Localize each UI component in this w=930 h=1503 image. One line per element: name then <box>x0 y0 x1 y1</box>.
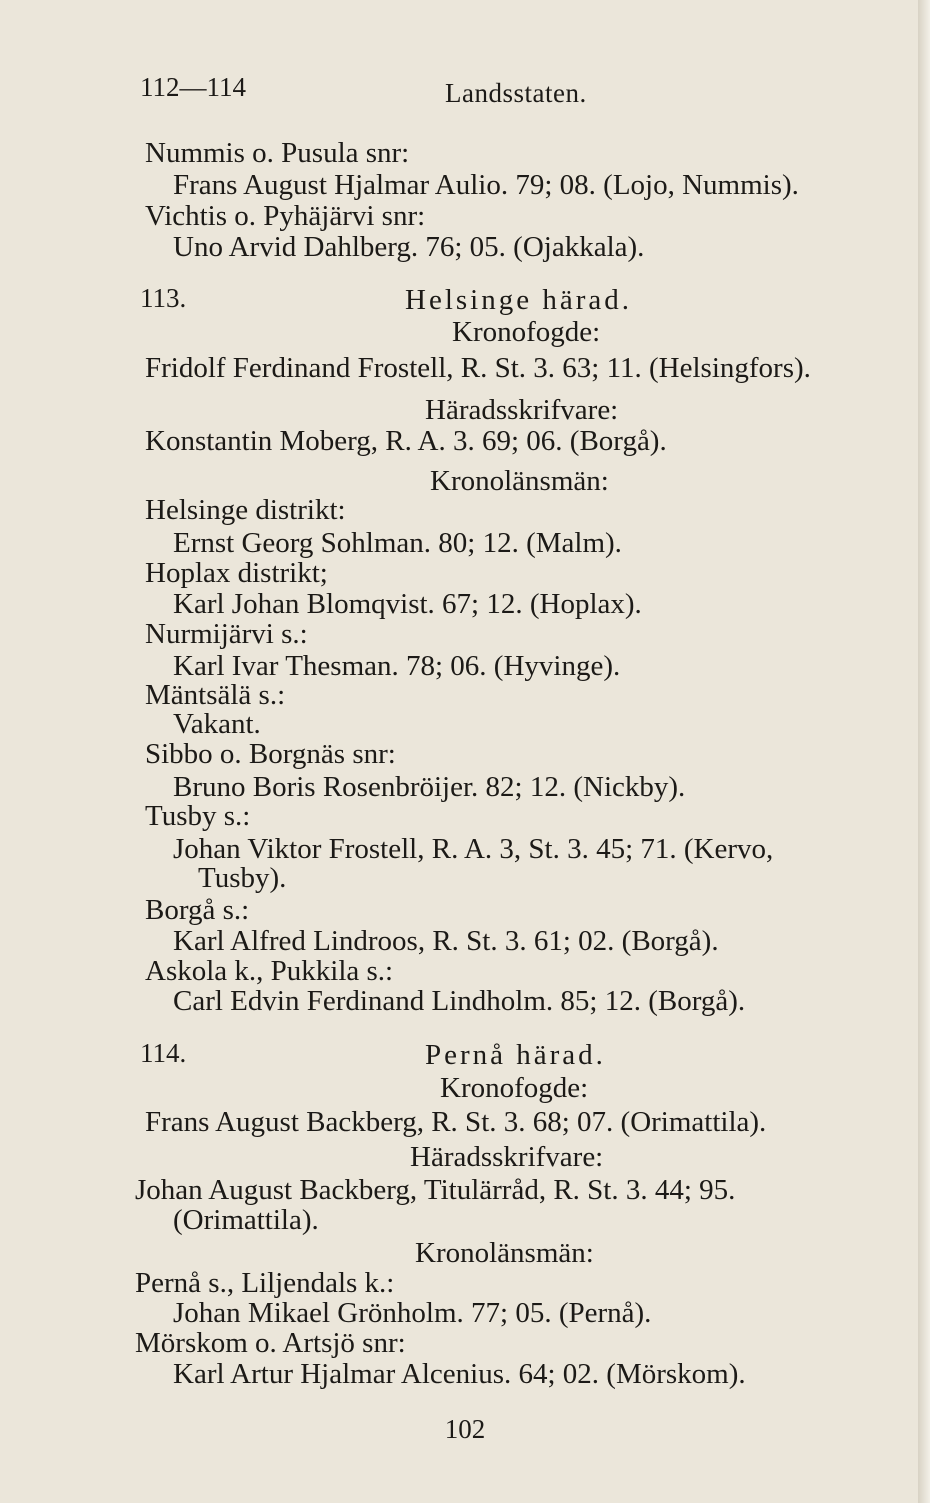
official-entry: Frans August Hjalmar Aulio. 79; 08. (Lojo, Nummis). <box>173 169 799 201</box>
page-number: 102 <box>444 1414 486 1444</box>
district-heading: Askola k., Pukkila s.: <box>145 955 394 987</box>
office-heading: Kronofogde: <box>452 316 601 348</box>
district-heading: Nurmijärvi s.: <box>145 618 308 650</box>
official-entry: Fridolf Ferdinand Frostell, R. St. 3. 63; 11. (Helsingfors). <box>145 352 811 384</box>
district-heading: Borgå s.: <box>145 894 250 926</box>
page-title: Landsstaten. <box>445 78 587 108</box>
official-entry: Johan August Backberg, Titulärråd, R. St. 3. 44; 95. <box>135 1174 736 1206</box>
official-entry: Karl Artur Hjalmar Alcenius. 64; 02. (Mörskom). <box>173 1358 746 1390</box>
district-heading: Nummis o. Pusula snr: <box>145 137 410 169</box>
official-entry: Johan Viktor Frostell, R. A. 3, St. 3. 45; 71. (Kervo, <box>173 833 774 865</box>
office-heading: Kronofogde: <box>440 1072 589 1104</box>
official-entry: Frans August Backberg, R. St. 3. 68; 07. (Orimattila). <box>145 1106 767 1138</box>
official-entry: Karl Alfred Lindroos, R. St. 3. 61; 02. (Borgå). <box>173 925 719 957</box>
official-entry: Johan Mikael Grönholm. 77; 05. (Pernå). <box>173 1297 652 1329</box>
official-entry: Karl Ivar Thesman. 78; 06. (Hyvinge). <box>173 650 621 682</box>
official-entry-continued: (Orimattila). <box>173 1204 319 1236</box>
official-entry: Bruno Boris Rosenbröijer. 82; 12. (Nickby). <box>173 771 686 803</box>
official-entry-continued: Tusby). <box>198 862 287 894</box>
official-entry: Uno Arvid Dahlberg. 76; 05. (Ojakkala). <box>173 231 645 263</box>
official-entry: Ernst Georg Sohlman. 80; 12. (Malm). <box>173 527 622 559</box>
district-heading: Mörskom o. Artsjö snr: <box>135 1327 406 1359</box>
district-heading: Helsinge distrikt: <box>145 494 346 526</box>
official-entry: Konstantin Moberg, R. A. 3. 69; 06. (Borgå). <box>145 425 667 457</box>
page-range: 112—114 <box>140 72 246 102</box>
district-heading: Vichtis o. Pyhäjärvi snr: <box>145 200 426 232</box>
district-heading: Sibbo o. Borgnäs snr: <box>145 738 396 770</box>
section-title: Helsinge härad. <box>405 284 632 316</box>
office-heading: Kronolänsmän: <box>430 465 609 497</box>
section-number: 114. <box>140 1038 187 1068</box>
page-edge <box>918 0 930 1503</box>
district-heading: Hoplax distrikt; <box>145 557 328 589</box>
section-title: Pernå härad. <box>425 1039 606 1071</box>
district-heading: Tusby s.: <box>145 800 251 832</box>
office-heading: Häradsskrifvare: <box>410 1141 604 1173</box>
official-entry: Karl Johan Blomqvist. 67; 12. (Hoplax). <box>173 588 642 620</box>
district-heading: Pernå s., Liljendals k.: <box>135 1267 395 1299</box>
official-entry: Carl Edvin Ferdinand Lindholm. 85; 12. (Borgå). <box>173 985 746 1017</box>
district-heading: Mäntsälä s.: <box>145 679 286 711</box>
office-heading: Kronolänsmän: <box>415 1237 594 1269</box>
office-heading: Häradsskrifvare: <box>425 394 619 426</box>
official-entry: Vakant. <box>173 708 261 740</box>
section-number: 113. <box>140 283 187 313</box>
